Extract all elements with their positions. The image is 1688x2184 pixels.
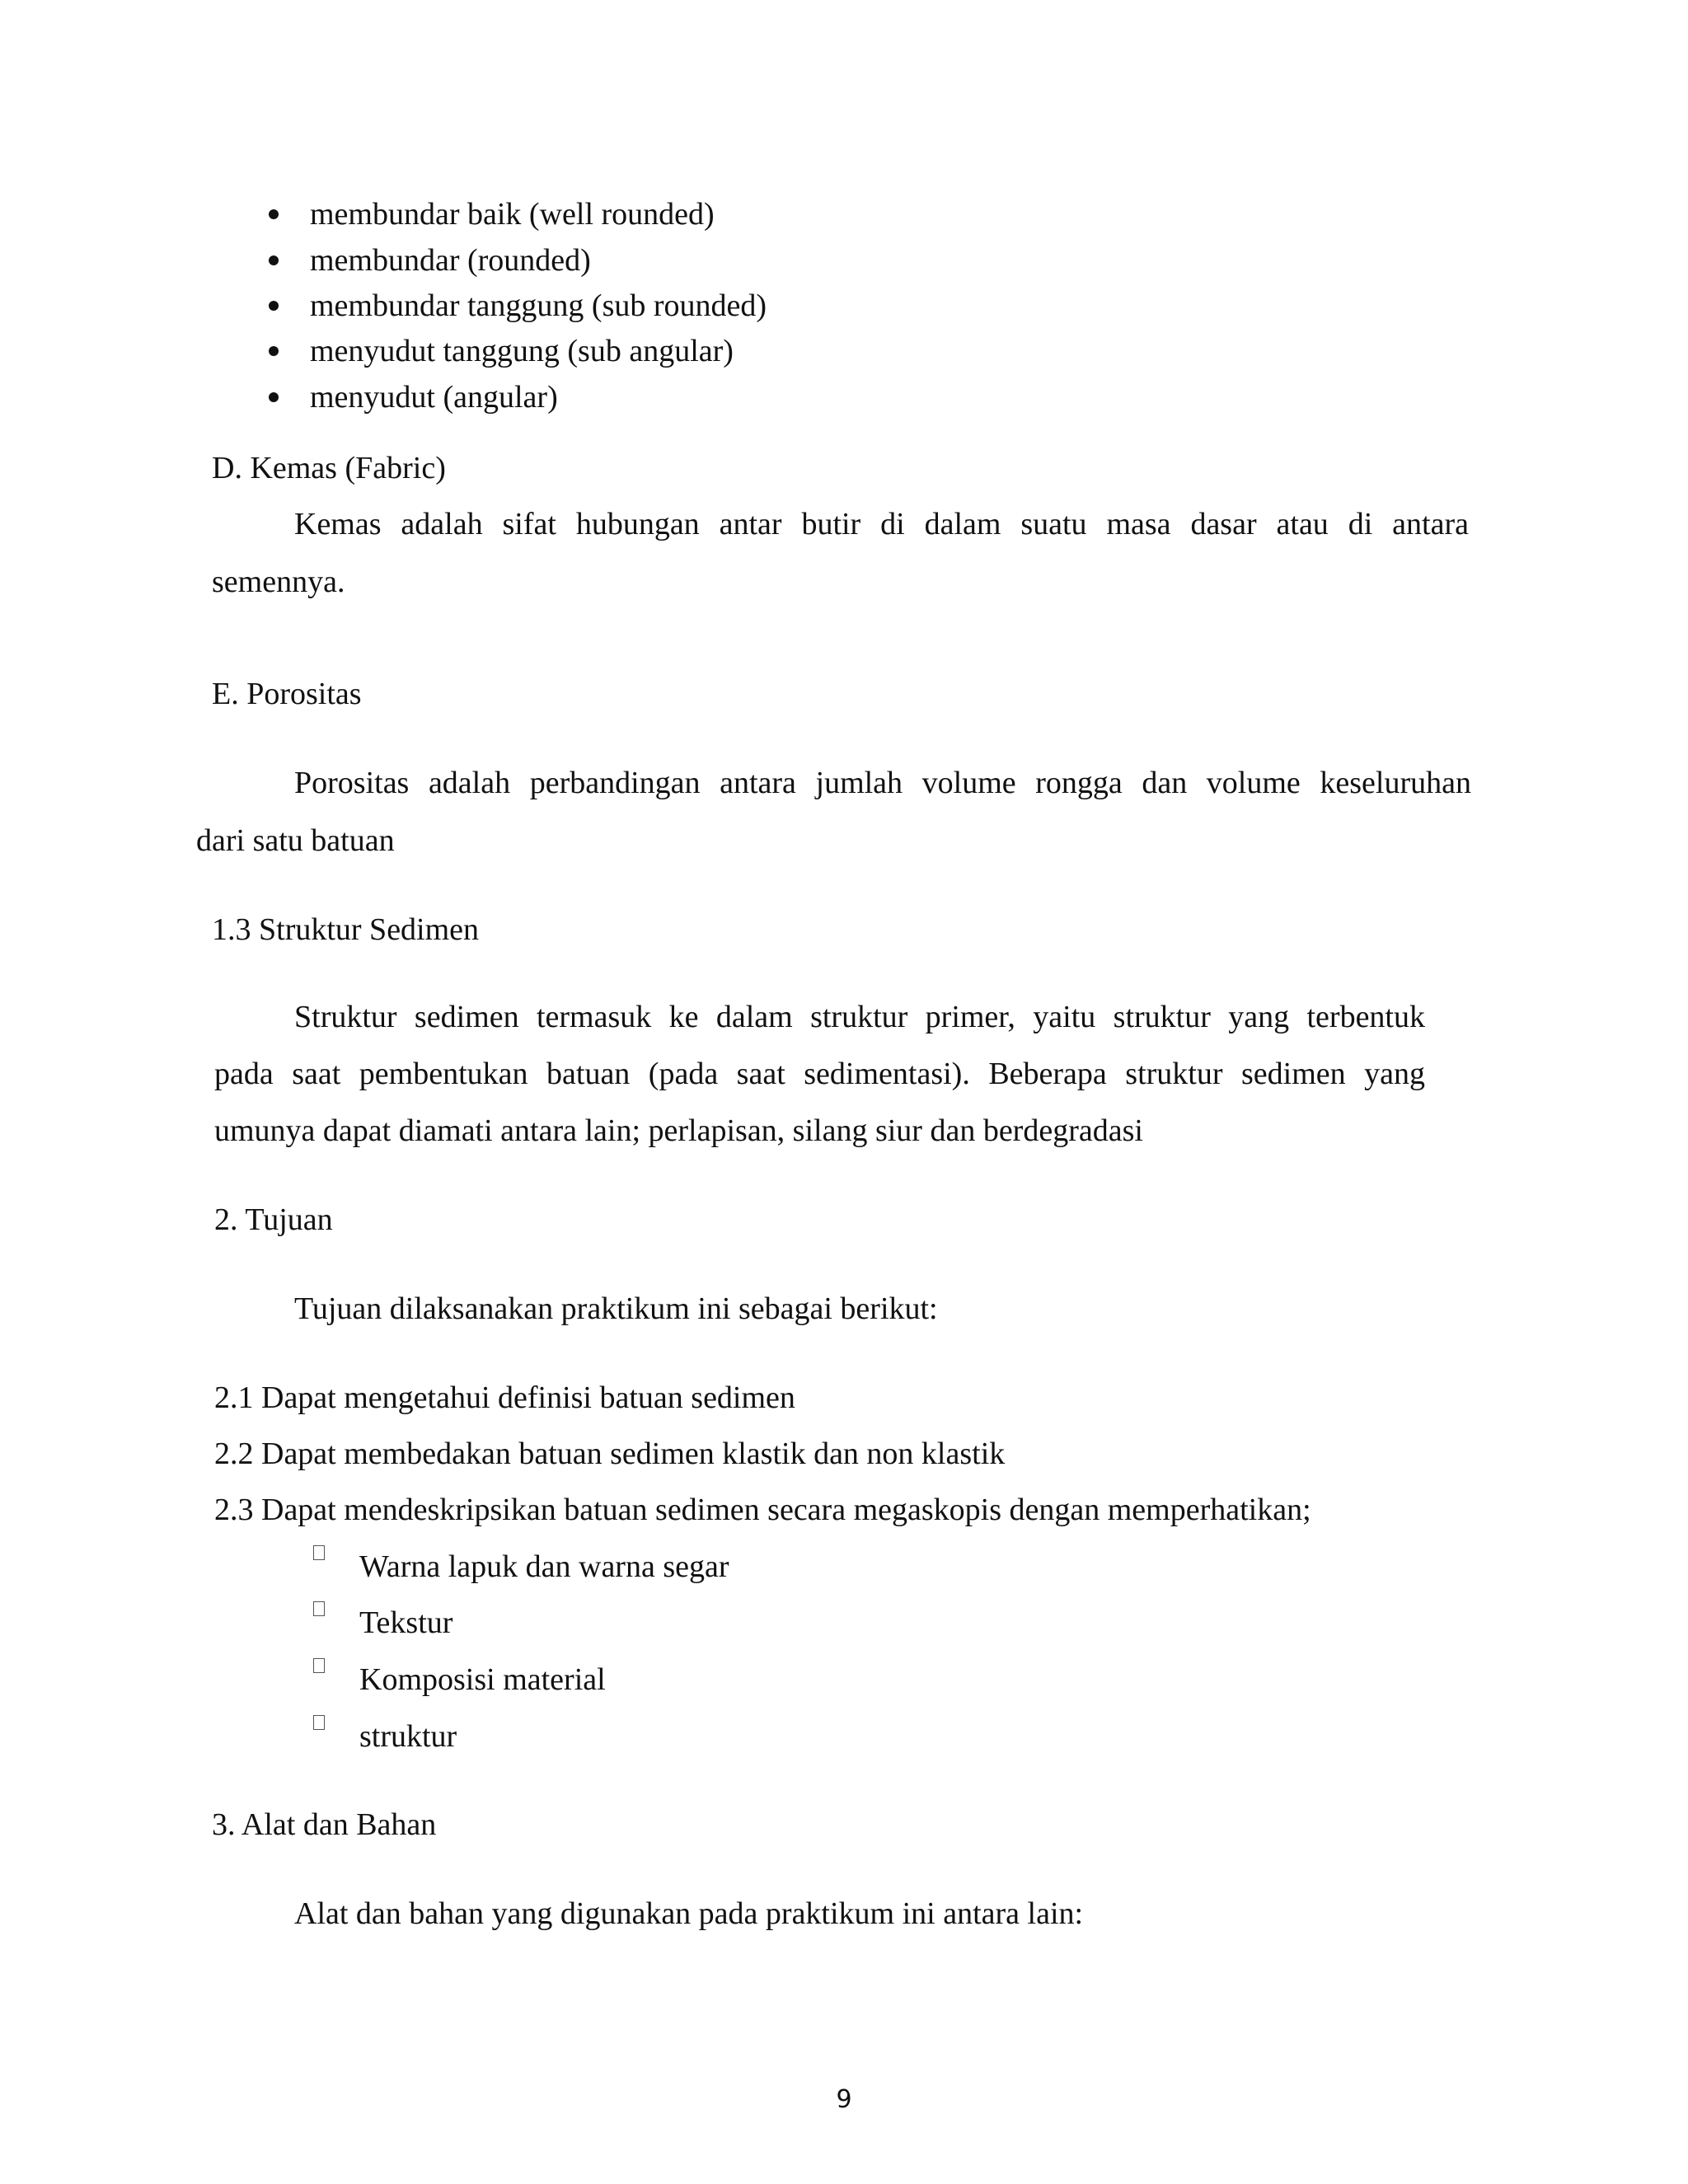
paragraph-line: Struktur sedimen termasuk ke dalam struktur primer, yaitu struktur yang terbentuk [294, 1000, 1425, 1034]
paragraph-line: Tujuan dilaksanakan praktikum ini sebagai berikut: [294, 1291, 938, 1326]
paragraph-line: Porositas adalah perbandingan antara jumlah volume rongga dan volume keseluruhan [294, 766, 1471, 800]
bullet-icon [269, 209, 279, 219]
section-heading: D. Kemas (Fabric) [212, 451, 446, 485]
list-item: menyudut (angular) [310, 380, 558, 415]
paragraph-line: Alat dan bahan yang digunakan pada praktikum ini antara lain: [294, 1896, 1084, 1931]
list-item: menyudut tanggung (sub angular) [310, 334, 734, 368]
checkbox-bullet-icon [313, 1545, 325, 1560]
list-item: 2.3 Dapat mendeskripsikan batuan sedimen secara megaskopis dengan memperhatikan; [214, 1493, 1311, 1527]
list-item: 2.1 Dapat mengetahui definisi batuan sedimen [214, 1380, 795, 1415]
list-item: membundar (rounded) [310, 243, 591, 278]
checkbox-bullet-icon [313, 1658, 325, 1673]
paragraph-line: pada saat pembentukan batuan (pada saat sedimentasi). Beberapa struktur sedimen yang [214, 1057, 1425, 1091]
page-number: 9 [836, 2085, 852, 2114]
paragraph-line: Kemas adalah sifat hubungan antar butir di dalam suatu masa dasar atau di antara [294, 507, 1469, 541]
section-heading: 2. Tujuan [214, 1202, 333, 1237]
paragraph-line: umunya dapat diamati antara lain; perlapisan, silang siur dan berdegradasi [214, 1113, 1143, 1148]
paragraph-line: dari satu batuan [196, 823, 395, 858]
list-item: Warna lapuk dan warna segar [359, 1549, 729, 1584]
bullet-icon [269, 301, 279, 311]
bullet-icon [269, 346, 279, 356]
section-heading: E. Porositas [212, 677, 362, 711]
section-heading: 3. Alat dan Bahan [212, 1807, 437, 1842]
list-item: struktur [359, 1719, 457, 1754]
list-item: membundar baik (well rounded) [310, 197, 715, 232]
bullet-icon [269, 255, 279, 265]
list-item: Komposisi material [359, 1662, 606, 1697]
list-item: membundar tanggung (sub rounded) [310, 288, 767, 323]
list-item: Tekstur [359, 1605, 453, 1640]
checkbox-bullet-icon [313, 1601, 325, 1616]
list-item: 2.2 Dapat membedakan batuan sedimen klastik dan non klastik [214, 1436, 1006, 1471]
checkbox-bullet-icon [313, 1715, 325, 1730]
section-heading: 1.3 Struktur Sedimen [212, 912, 480, 947]
bullet-icon [269, 392, 279, 402]
paragraph-line: semennya. [212, 565, 345, 599]
